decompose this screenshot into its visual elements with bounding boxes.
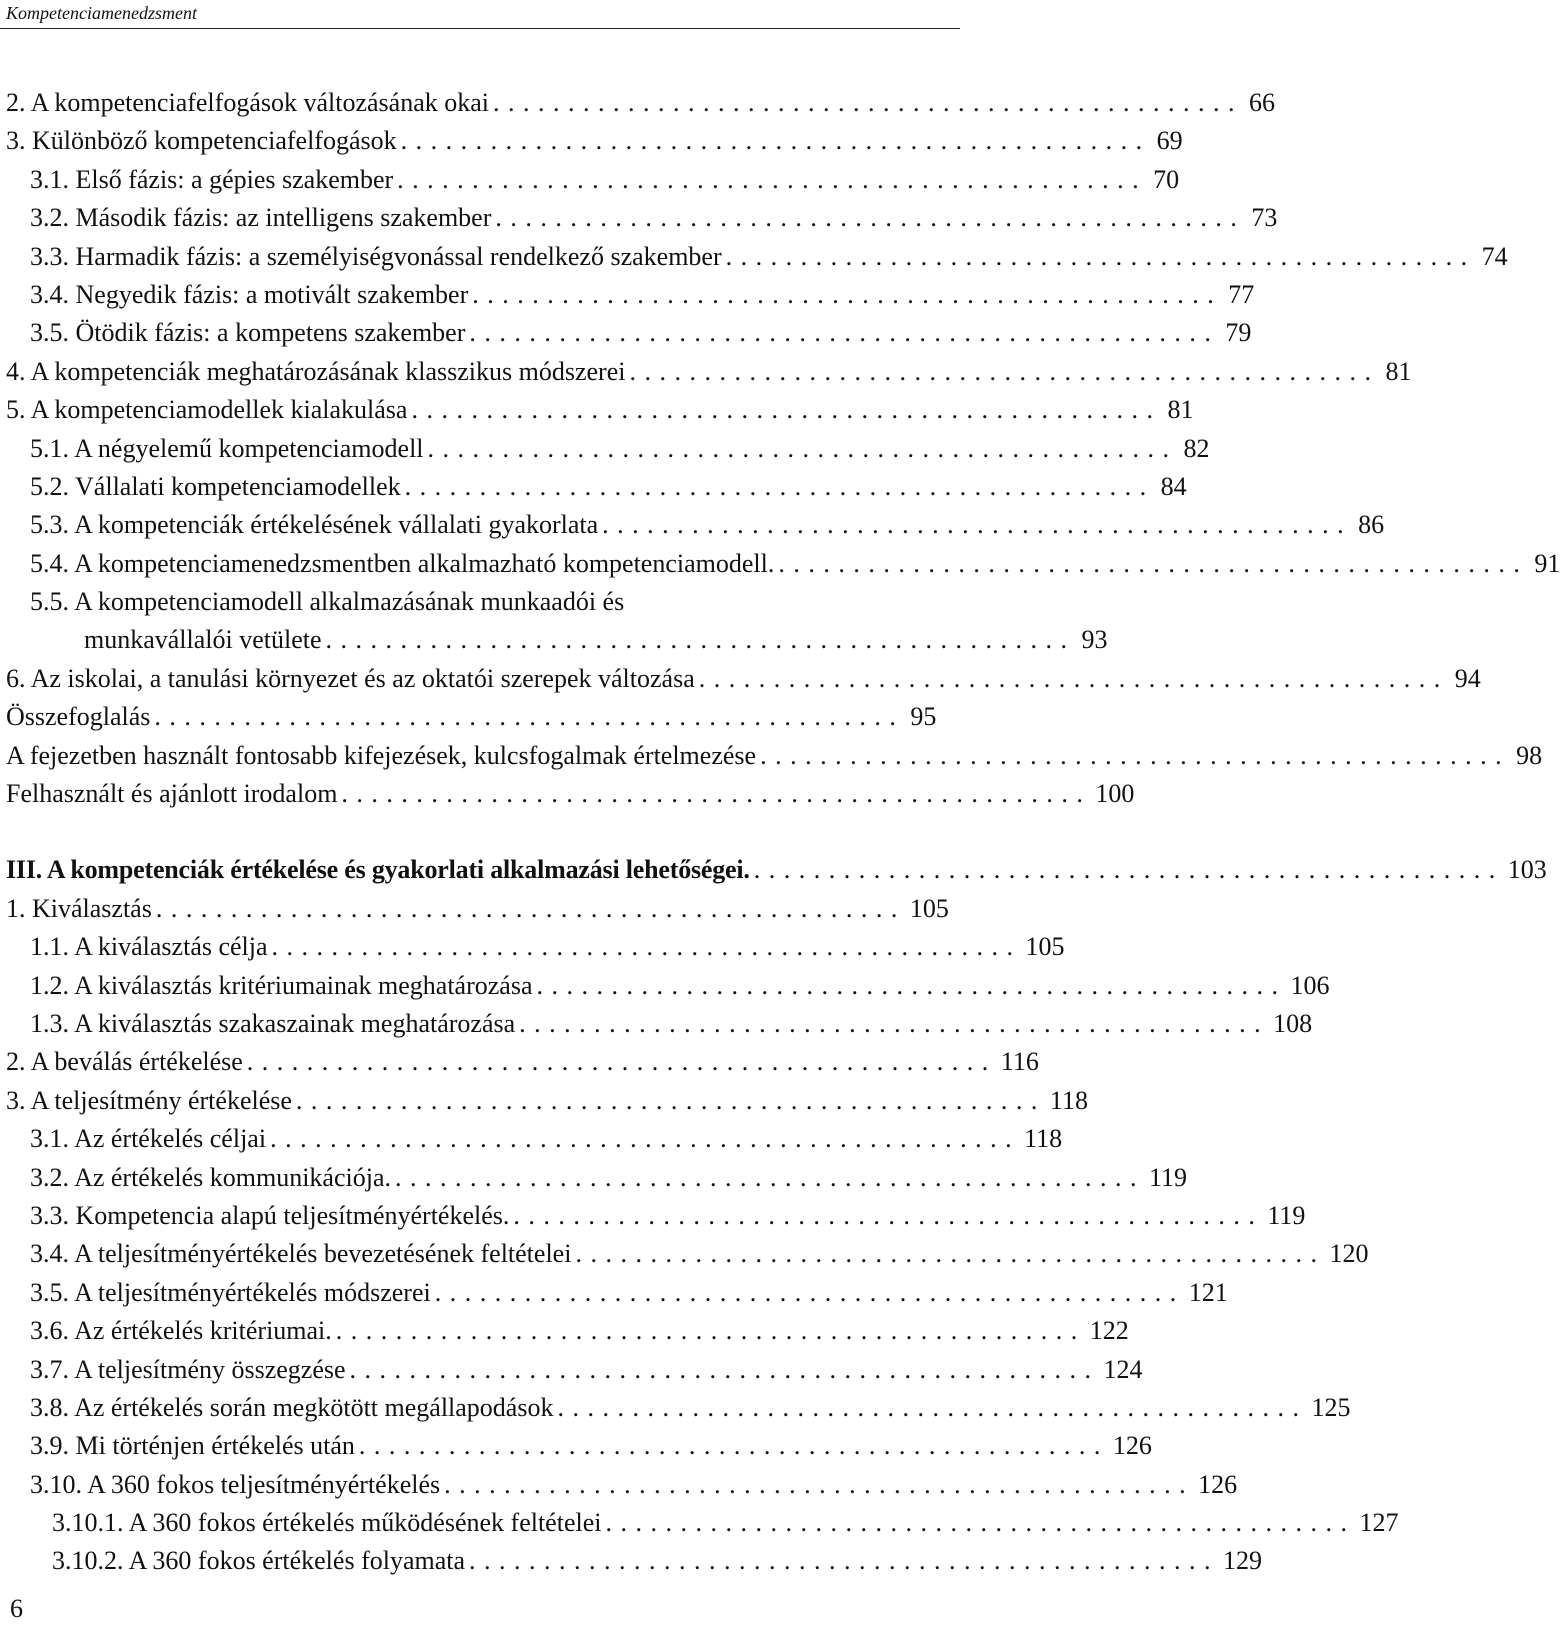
dot-leader: .................................................. (493, 88, 1244, 117)
toc-entry-title: 3.4. Negyedik fázis: a motivált szakember (30, 279, 469, 309)
toc-entry-page: 70 (1153, 164, 1180, 194)
toc-entry-page: 86 (1358, 510, 1385, 540)
toc-entry-title: 1.1. A kiválasztás célja (30, 932, 268, 962)
toc-entry-page: 74 (1481, 241, 1508, 271)
toc-entry[interactable] (6, 84, 1276, 122)
toc-entry[interactable] (6, 1197, 1306, 1235)
toc-entry-title: Felhasznált és ajánlott irodalom (6, 779, 338, 809)
toc-entry-title: 2. A kompetenciafelfogások változásának okai (6, 88, 490, 117)
toc-entry-title: 3.5. A teljesítményértékelés módszerei (30, 1277, 431, 1307)
toc-section-part1 (6, 84, 1560, 583)
toc-entry[interactable] (6, 545, 1560, 583)
toc-entry-page: 118 (1024, 1124, 1063, 1154)
toc-entry-title: 3.3. Kompetencia alapú teljesítményértékelés. (30, 1200, 510, 1230)
toc-entry[interactable] (6, 1082, 1088, 1120)
toc-entry-title: 5.1. A négyelemű kompetenciamodell (30, 433, 424, 463)
toc-entry-page: 126 (1198, 1469, 1238, 1499)
dot-leader: .................................................. (295, 1085, 1046, 1115)
toc-entry-page: 84 (1160, 471, 1187, 501)
toc-entry-page: 119 (1267, 1200, 1306, 1230)
toc-entry-title: 5.2. Vállalati kompetenciamodellek (30, 471, 401, 501)
toc-entry-page: 94 (1454, 663, 1481, 693)
dot-leader: .................................................. (404, 471, 1155, 501)
toc-entry-page: 105 (1025, 932, 1065, 962)
dot-leader: .................................................. (400, 126, 1151, 156)
toc-entry[interactable] (6, 737, 1543, 775)
toc-entry-page: 95 (910, 702, 937, 732)
toc-entry-page: 73 (1251, 203, 1278, 233)
toc-entry-page: 105 (909, 893, 949, 923)
toc-entry[interactable] (6, 1274, 1228, 1312)
toc-entry-title: 1.2. A kiválasztás kritériumainak meghatározása (30, 970, 533, 1000)
toc-entry[interactable] (6, 928, 1065, 966)
dot-leader: .................................................. (575, 1239, 1326, 1269)
page-number: 6 (10, 1594, 23, 1623)
dot-leader: .................................................. (469, 1546, 1220, 1576)
toc-entry[interactable] (6, 161, 1180, 199)
dot-leader: .................................................. (760, 740, 1511, 770)
toc-entry[interactable] (6, 1043, 1039, 1081)
toc-entry-title: 3. A teljesítmény értékelése (6, 1085, 292, 1115)
toc-entry-page: 116 (1000, 1047, 1039, 1077)
dot-leader: .................................................. (358, 1431, 1109, 1461)
toc-entry-title: 3.4. A teljesítményértékelés bevezetésének feltételei (30, 1239, 572, 1269)
toc-entry-page: 98 (1516, 740, 1543, 770)
toc-entry[interactable] (6, 199, 1278, 237)
toc-entry[interactable] (6, 1542, 1263, 1580)
toc-entry-title: 3.7. A teljesítmény összegzése (30, 1354, 346, 1384)
toc-entry-title: 5.3. A kompetenciák értékelésének vállalati gyakorlata (30, 510, 599, 540)
dot-leader: .................................................. (519, 1008, 1270, 1038)
dot-leader: .................................................. (444, 1469, 1195, 1499)
toc-entry[interactable] (6, 1504, 1399, 1542)
toc-entry[interactable] (6, 238, 1508, 276)
toc-entry-page: 126 (1112, 1431, 1152, 1461)
toc-entry[interactable] (6, 1351, 1143, 1389)
toc-entry[interactable] (6, 122, 1183, 160)
toc-entry[interactable] (6, 1466, 1238, 1504)
toc-entry-title: 4. A kompetenciák meghatározásának klasszikus módszerei (6, 356, 626, 386)
dot-leader: .................................................. (536, 970, 1287, 1000)
toc-entry-page: 66 (1249, 88, 1276, 117)
toc-entry-title: 3.10.1. A 360 fokos értékelés működésének feltételei (52, 1508, 602, 1538)
dot-leader: .................................................. (335, 1316, 1086, 1346)
dot-leader: .................................................. (602, 510, 1353, 540)
table-of-contents (6, 84, 1560, 1581)
toc-entry-title: munkavállalói vetülete (84, 625, 322, 655)
toc-entry-title: 1. Kiválasztás (6, 893, 152, 923)
toc-entry-title: 3.2. Második fázis: az intelligens szakember (30, 203, 492, 233)
toc-entry-page: 129 (1223, 1546, 1263, 1576)
toc-entry-page: 120 (1329, 1239, 1369, 1269)
toc-entry[interactable] (6, 506, 1385, 544)
toc-entry-title: 3.5. Ötödik fázis: a kompetens szakember (30, 318, 466, 348)
dot-leader: .................................................. (341, 779, 1092, 809)
dot-leader: .................................................. (270, 1124, 1021, 1154)
toc-entry[interactable] (6, 660, 1481, 698)
toc-entry-page: 81 (1167, 395, 1194, 425)
toc-entry-page: 121 (1188, 1277, 1228, 1307)
toc-entry-page: 119 (1149, 1162, 1188, 1192)
dot-leader: .................................................. (411, 395, 1162, 425)
toc-entry[interactable] (6, 468, 1187, 506)
toc-entry-page: 77 (1228, 279, 1255, 309)
toc-entry[interactable] (6, 276, 1255, 314)
toc-entry-title: 3.10.2. A 360 fokos értékelés folyamata (52, 1546, 466, 1576)
toc-entry[interactable] (6, 1159, 1188, 1197)
toc-entry[interactable] (6, 353, 1412, 391)
toc-entry[interactable] (6, 1235, 1369, 1273)
toc-entry-title: 5. A kompetenciamodellek kialakulása (6, 395, 408, 425)
toc-entry-title: 3.8. Az értékelés során megkötött megállapodások (30, 1392, 554, 1422)
toc-entry-title: 3.1. Első fázis: a gépies szakember (30, 164, 394, 194)
toc-entry[interactable] (6, 1389, 1351, 1427)
toc-entry-title: 3.1. Az értékelés céljai (30, 1124, 267, 1154)
toc-entry[interactable] (6, 391, 1194, 429)
toc-entry-page: 100 (1095, 779, 1135, 809)
dot-leader: .................................................. (629, 356, 1380, 386)
dot-leader: .................................................. (434, 1277, 1185, 1307)
section-gap (6, 813, 912, 851)
toc-entry[interactable] (6, 1427, 1152, 1465)
toc-section-part2 (6, 660, 1543, 814)
dot-leader: .................................................. (395, 1162, 1146, 1192)
toc-entry-title: 3. Különböző kompetenciafelfogások (6, 126, 397, 156)
toc-entry-title: 3.3. Harmadik fázis: a személyiségvonással rendelkező szakember (30, 241, 722, 271)
toc-entry-page: 127 (1359, 1508, 1399, 1538)
toc-entry[interactable] (6, 775, 1135, 813)
dot-leader: .................................................. (698, 663, 1449, 693)
toc-entry-title: 1.3. A kiválasztás szakaszainak meghatározása (30, 1008, 516, 1038)
dot-leader: .................................................. (753, 855, 1504, 885)
toc-entry[interactable] (6, 1312, 1129, 1350)
toc-entry-page: 106 (1290, 970, 1330, 1000)
dot-leader: .................................................. (155, 893, 906, 923)
dot-leader: .................................................. (557, 1392, 1308, 1422)
dot-leader: .................................................. (325, 625, 1076, 655)
dot-leader: .................................................. (271, 932, 1022, 962)
toc-entry-page: 93 (1081, 625, 1108, 655)
toc-entry-title: 6. Az iskolai, a tanulási környezet és az oktatói szerepek változása (6, 663, 695, 693)
dot-leader: .................................................. (472, 279, 1223, 309)
toc-entry-page: 125 (1311, 1392, 1351, 1422)
toc-entry-title: 3.9. Mi történjen értékelés után (30, 1431, 355, 1461)
toc-entry[interactable] (6, 430, 1210, 468)
dot-leader: .................................................. (349, 1354, 1100, 1384)
toc-entry[interactable] (6, 1120, 1063, 1158)
toc-entry-title: A fejezetben használt fontosabb kifejezések, kulcsfogalmak értelmezése (6, 740, 757, 770)
toc-entry-page: 81 (1385, 356, 1412, 386)
toc-entry-title: 3.2. Az értékelés kommunikációja. (30, 1162, 392, 1192)
dot-leader: .................................................. (427, 433, 1178, 463)
dot-leader: .................................................. (725, 241, 1476, 271)
toc-entry-page: 122 (1089, 1316, 1129, 1346)
toc-entry-page: 108 (1273, 1008, 1313, 1038)
toc-entry-page: 118 (1049, 1085, 1088, 1115)
toc-entry[interactable] (6, 967, 1330, 1005)
dot-leader: .................................................. (397, 164, 1148, 194)
toc-entry-page: 79 (1225, 318, 1252, 348)
dot-leader: .................................................. (778, 548, 1529, 578)
toc-entry-page: 82 (1183, 433, 1210, 463)
toc-entry-title: 3.10. A 360 fokos teljesítményértékelés (30, 1469, 441, 1499)
dot-leader: .................................................. (246, 1047, 997, 1077)
toc-entry-page: 91 (1534, 548, 1560, 578)
toc-entry-title: 5.4. A kompetenciamenedzsmentben alkalmazható kompetenciamodell. (30, 548, 775, 578)
toc-chapter-title: III. A kompetenciák értékelése és gyakorlati alkalmazási lehetőségei. (6, 855, 750, 885)
toc-entry[interactable] (6, 890, 949, 928)
toc-entry[interactable] (6, 1005, 1313, 1043)
toc-entry-page: 124 (1103, 1354, 1143, 1384)
toc-entry-page: 69 (1156, 126, 1183, 156)
header-rule (0, 28, 960, 29)
dot-leader: .................................................. (605, 1508, 1356, 1538)
dot-leader: .................................................. (513, 1200, 1264, 1230)
toc-chapter-3[interactable] (6, 851, 1547, 889)
toc-entry-5-5-line2[interactable] (6, 621, 1108, 659)
dot-leader: .................................................. (154, 702, 905, 732)
toc-entry-title: 5.5. A kompetenciamodell alkalmazásának munkaadói és (30, 587, 625, 617)
dot-leader: .................................................. (495, 203, 1246, 233)
toc-entry[interactable] (6, 698, 937, 736)
toc-entry-title: 2. A beválás értékelése (6, 1047, 243, 1077)
toc-entry[interactable] (6, 314, 1252, 352)
toc-chapter-page: 103 (1507, 855, 1547, 885)
toc-entry-title: Összefoglalás (6, 702, 151, 732)
toc-entry-5-5-line1[interactable] (6, 583, 912, 621)
toc-entry-title: 3.6. Az értékelés kritériumai. (30, 1316, 332, 1346)
toc-section-part3 (6, 890, 1399, 1581)
running-header-title: Kompetenciamenedzsment (6, 3, 197, 23)
dot-leader: .................................................. (469, 318, 1220, 348)
